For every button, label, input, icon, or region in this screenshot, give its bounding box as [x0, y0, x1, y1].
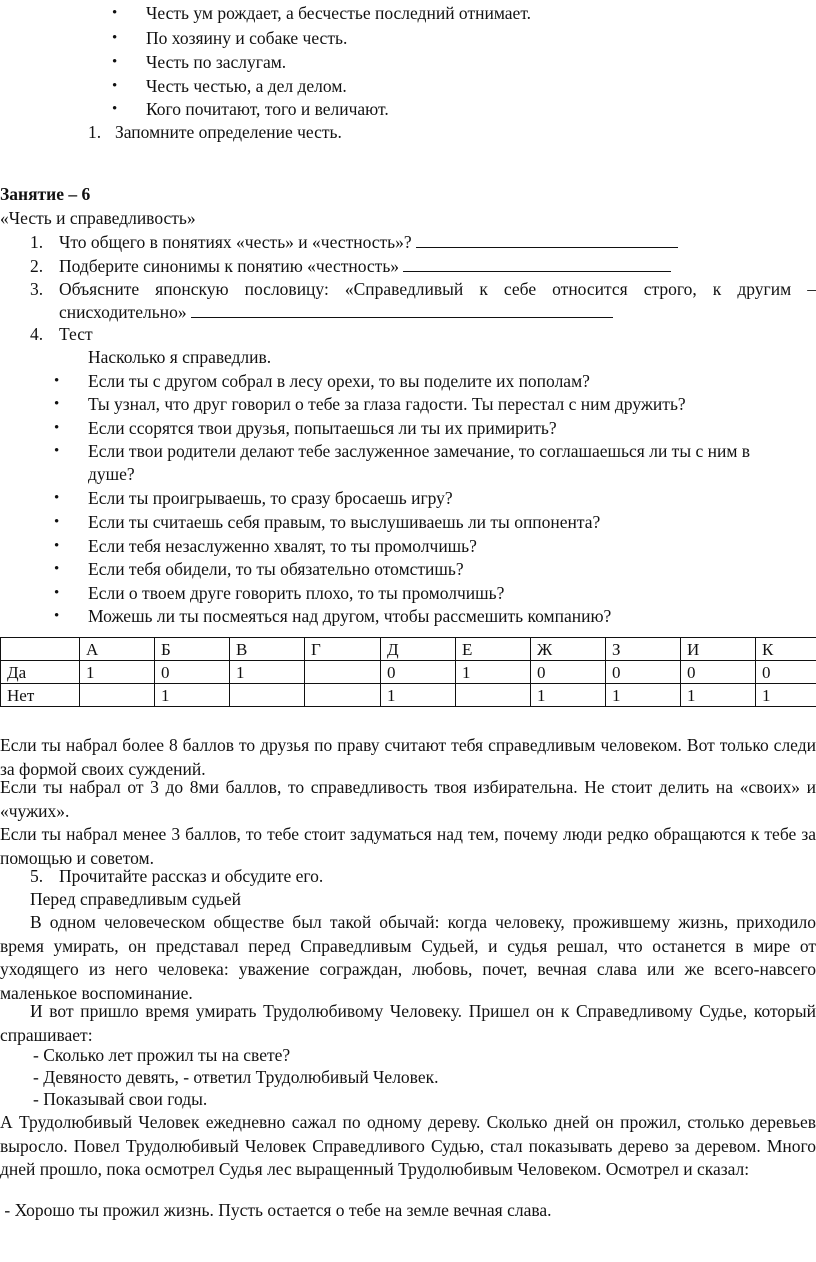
test-item: • Если ссорятся твои друзья, попытаешься ли ты их примирить? [88, 417, 557, 441]
test-item: • Если ты с другом собрал в лесу орехи, то вы поделите их пополам? [88, 370, 590, 394]
table-row [1, 684, 816, 707]
question-3-cont [59, 301, 613, 325]
test-item: • Если о твоем друге говорить плохо, то ты промолчишь? [88, 582, 504, 606]
dialogue-line: - Показывай свои годы. [33, 1089, 208, 1109]
table-cell: В [230, 638, 305, 661]
proverb-item: • Честь честью, а дел делом. [146, 75, 347, 99]
question-number: 1. [30, 232, 44, 252]
table-cell: 1 [681, 684, 756, 707]
table-cell: 1 [756, 684, 816, 707]
table-cell: 1 [531, 684, 606, 707]
question-number: 2. [30, 256, 44, 276]
test-item: • Если тебя обидели, то ты обязательно отомстишь? [88, 558, 464, 582]
test-item-cont: душе? [88, 464, 135, 484]
question-1 [59, 231, 678, 255]
proverb-item: • Честь по заслугам. [146, 51, 286, 75]
table-cell: Е [456, 638, 531, 661]
table-cell: 0 [531, 661, 606, 684]
table-cell: Д [381, 638, 456, 661]
test-item: • Если ты считаешь себя правым, то выслушиваешь ли ты оппонента? [88, 511, 600, 535]
table-cell: 1 [606, 684, 681, 707]
answer-line [416, 231, 678, 248]
table-cell [305, 684, 381, 707]
result-paragraph: Если ты набрал менее 3 баллов, то тебе стоит задуматься над тем, почему люди редко обращаются к тебе за помощью и советом. [0, 824, 816, 868]
result-paragraph: Если ты набрал более 8 баллов то друзья по праву считают тебя справедливым человеком. Вот только следи за формой своих суждений. [0, 735, 816, 779]
table-row [1, 661, 816, 684]
table-cell: Нет [1, 684, 80, 707]
lesson-title: Занятие – 6 [0, 184, 91, 204]
answer-line [191, 301, 613, 318]
table-cell: К [756, 638, 816, 661]
proverb-item: • По хозяину и собаке честь. [146, 27, 347, 51]
table-cell: 1 [381, 684, 456, 707]
table-header-row [1, 638, 816, 661]
test-item: • Если ты проигрываешь, то сразу бросаешь игру? [88, 487, 453, 511]
question-text-cont: снисходительно» [59, 302, 187, 322]
table-cell: Б [155, 638, 230, 661]
table-cell: 1 [155, 684, 230, 707]
table-cell: 0 [681, 661, 756, 684]
table-cell: 1 [230, 661, 305, 684]
test-item: • Если твои родители делают тебе заслуженное замечание, то соглашаешься ли ты с ним в [88, 440, 750, 464]
story-paragraph: И вот пришло время умирать Трудолюбивому Человеку. Пришел он к Справедливому Судье, который спрашивает: [0, 1001, 816, 1045]
question-text: Подберите синонимы к понятию «честность» [59, 256, 400, 276]
table-cell: 0 [381, 661, 456, 684]
test-heading: Насколько я справедлив. [88, 347, 272, 367]
question-text: Объясните японскую пословицу: «Справедливый к себе относится строго, к другим – [59, 279, 816, 299]
answer-line [403, 255, 671, 272]
story-paragraph: А Трудолюбивый Человек ежедневно сажал по одному дереву. Сколько дней он прожил, столько деревьев выросло. Повел Трудолюбивый Человек Справедливого Судью, стал показывать дерево за деревом. Много дней прошло, пока осмотрел Судья лес выращенный Трудолюбивым Человеком. Осмотрел и сказал: [0, 1112, 816, 1179]
table-cell: 0 [155, 661, 230, 684]
proverb-item: • Кого почитают, того и величают. [146, 98, 389, 122]
table-cell [456, 684, 531, 707]
story-paragraph: В одном человеческом обществе был такой обычай: когда человеку, прожившему жизнь, приходило время умирать, он представал перед Справедливым Судьей, и судья решал, что останется в мире от уходящего из него человека: уважение сограждан, любовь, почет, вечная слава или же всего-навсего маленькое воспоминание. [0, 912, 816, 1003]
table-cell: Да [1, 661, 80, 684]
answer-key-table [0, 637, 816, 707]
task-text: Запомните определение честь. [115, 122, 342, 142]
task-number: 5. [30, 866, 44, 886]
task-number: 1. [88, 122, 102, 142]
lesson-subtitle: «Честь и справедливость» [0, 208, 196, 228]
table-cell [80, 684, 155, 707]
question-number: 4. [30, 324, 44, 344]
table-cell: 0 [606, 661, 681, 684]
task-text: Прочитайте рассказ и обсудите его. [59, 866, 324, 886]
table-cell: И [681, 638, 756, 661]
test-item: • Ты узнал, что друг говорил о тебе за глаза гадости. Ты перестал с ним дружить? [88, 393, 686, 417]
table-cell [230, 684, 305, 707]
table-cell [305, 661, 381, 684]
question-text: Тест [59, 324, 93, 344]
table-cell [1, 638, 80, 661]
question-number: 3. [30, 279, 44, 299]
table-cell: 0 [756, 661, 816, 684]
table-cell: З [606, 638, 681, 661]
table-cell: Г [305, 638, 381, 661]
table-cell: Ж [531, 638, 606, 661]
dialogue-line: - Хорошо ты прожил жизнь. Пусть остается о тебе на земле вечная слава. [0, 1200, 552, 1220]
test-item: • Можешь ли ты посмеяться над другом, чтобы рассмешить компанию? [88, 605, 611, 629]
test-item: • Если тебя незаслуженно хвалят, то ты промолчишь? [88, 535, 477, 559]
dialogue-line: - Девяносто девять, - ответил Трудолюбивый Человек. [33, 1067, 439, 1087]
table-cell: А [80, 638, 155, 661]
table-cell: 1 [80, 661, 155, 684]
question-2 [59, 255, 671, 279]
table-cell: 1 [456, 661, 531, 684]
dialogue-line: - Сколько лет прожил ты на свете? [33, 1045, 291, 1065]
proverb-item: • Честь ум рождает, а бесчестье последний отнимает. [146, 2, 531, 26]
result-paragraph: Если ты набрал от 3 до 8ми баллов, то справедливость твоя избирательна. Не стоит делить на «своих» и «чужих». [0, 777, 816, 821]
question-text: Что общего в понятиях «честь» и «честность»? [59, 232, 412, 252]
story-title: Перед справедливым судьей [30, 889, 241, 909]
